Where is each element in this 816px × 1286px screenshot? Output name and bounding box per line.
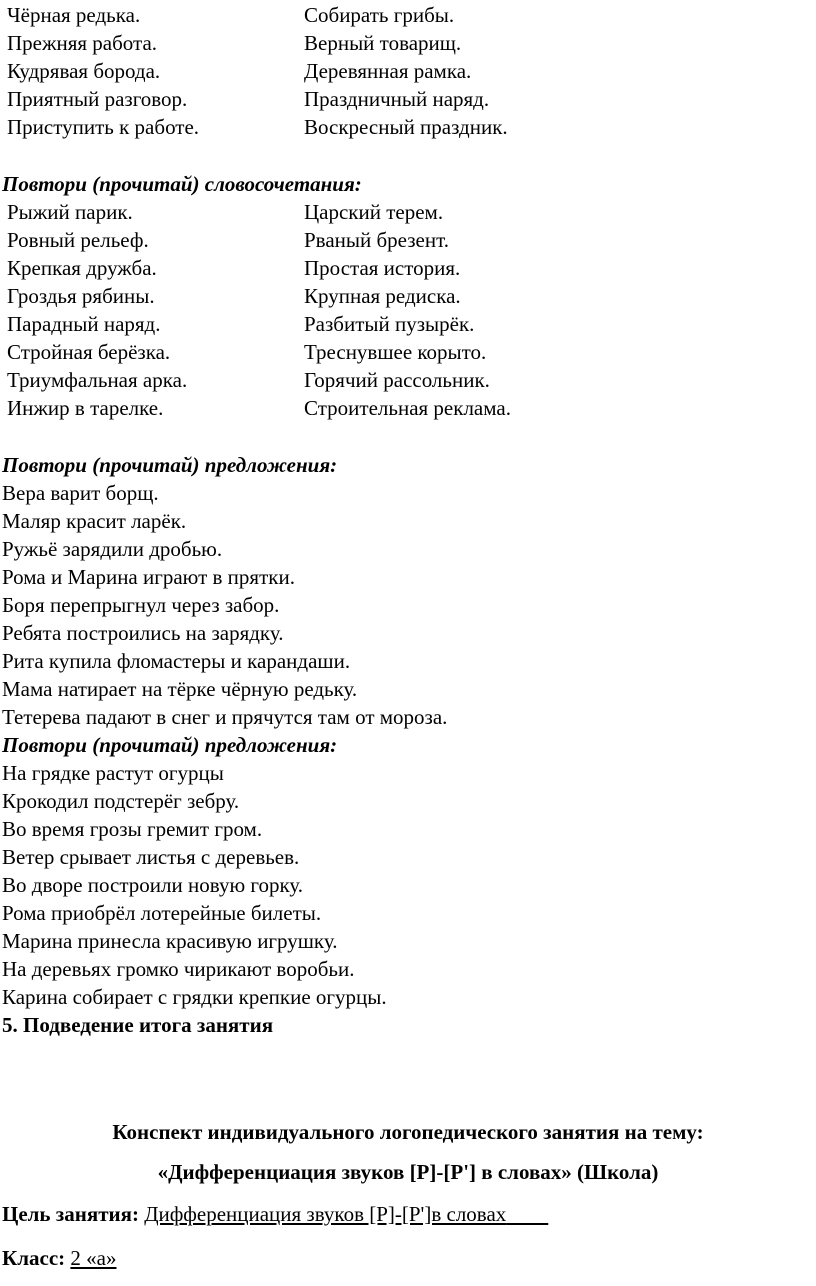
list-item: Горячий рассольник. [304,368,490,392]
list-item: Вера варит борщ. [2,481,159,505]
list-item: Стройная берёзка. [7,340,171,364]
list-item: Боря перепрыгнул через забор. [2,593,280,617]
goal-value [144,1202,548,1226]
list-item: Деревянная рамка. [304,59,472,83]
list-item: Разбитый пузырёк. [304,312,475,336]
list-item: Приятный разговор. [7,87,188,111]
list-item: Крепкая дружба. [7,256,157,280]
list-item: Прежняя работа. [7,31,158,55]
list-item: Собирать грибы. [304,3,455,27]
list-item: Треснувшее корыто. [304,340,487,364]
list-item: Тетерева падают в снег и прячутся там от мороза. [2,705,448,729]
list-item: Парадный наряд. [7,312,161,336]
list-item: Мама натирает на тёрке чёрную редьку. [2,677,358,701]
list-item: На деревьях громко чирикают воробьи. [2,957,355,981]
list-item: Крупная редиска. [304,284,461,308]
list-item: Рыжий парик. [7,200,133,224]
list-item: Рома приобрёл лотерейные билеты. [2,901,322,925]
goal-value-text: Дифференциация звуков [Р]-[Р']в словах [144,1202,507,1226]
list-item: Рваный брезент. [304,228,449,252]
list-item: Кудрявая борода. [7,59,161,83]
list-item: Маляр красит ларёк. [2,509,187,533]
list-item: Марина принесла красивую игрушку. [2,929,338,953]
section-heading: Повтори (прочитай) предложения: [2,733,338,757]
class-value: 2 «а» [70,1246,117,1270]
list-item: Триумфальная арка. [7,368,188,392]
document-subtitle: «Дифференциация звуков [Р]-[Р'] в словах» (Школа) [157,1160,659,1184]
list-item: Ровный рельеф. [7,228,149,252]
list-item: Во дворе построили новую горку. [2,873,304,897]
list-item: Приступить к работе. [7,115,200,139]
list-item: Ветер срывает листья с деревьев. [2,845,300,869]
list-item: Крокодил подстерёг зебру. [2,789,240,813]
list-item: Царский терем. [304,200,444,224]
list-item: Ружьё зарядили дробью. [2,537,223,561]
list-item: Простая история. [304,256,461,280]
list-item: Карина собирает с грядки крепкие огурцы. [2,985,387,1009]
section-heading: Повтори (прочитай) словосочетания: [2,172,362,196]
list-item: На грядке растут огурцы [2,761,224,785]
list-item: Строительная реклама. [304,396,511,420]
list-item: Праздничный наряд. [304,87,490,111]
section-heading: Повтори (прочитай) предложения: [2,453,338,477]
list-item: Чёрная редька. [7,3,141,27]
list-item: Верный товарищ. [304,31,462,55]
list-item: Ребята построились на зарядку. [2,621,284,645]
list-item: Во время грозы гремит гром. [2,817,263,841]
list-item: Воскресный праздник. [304,115,508,139]
class-line [2,1244,116,1272]
list-item: Рита купила фломастеры и карандаши. [2,649,351,673]
goal-line [2,1200,548,1228]
document-title: Конспект индивидуального логопедического занятия на тему: [112,1120,704,1144]
goal-label: Цель занятия: [2,1202,139,1226]
section-heading: 5. Подведение итога занятия [2,1013,274,1037]
list-item: Гроздья рябины. [7,284,155,308]
class-label: Класс: [2,1246,66,1270]
list-item: Рома и Марина играют в прятки. [2,565,295,589]
list-item: Инжир в тарелке. [7,396,164,420]
